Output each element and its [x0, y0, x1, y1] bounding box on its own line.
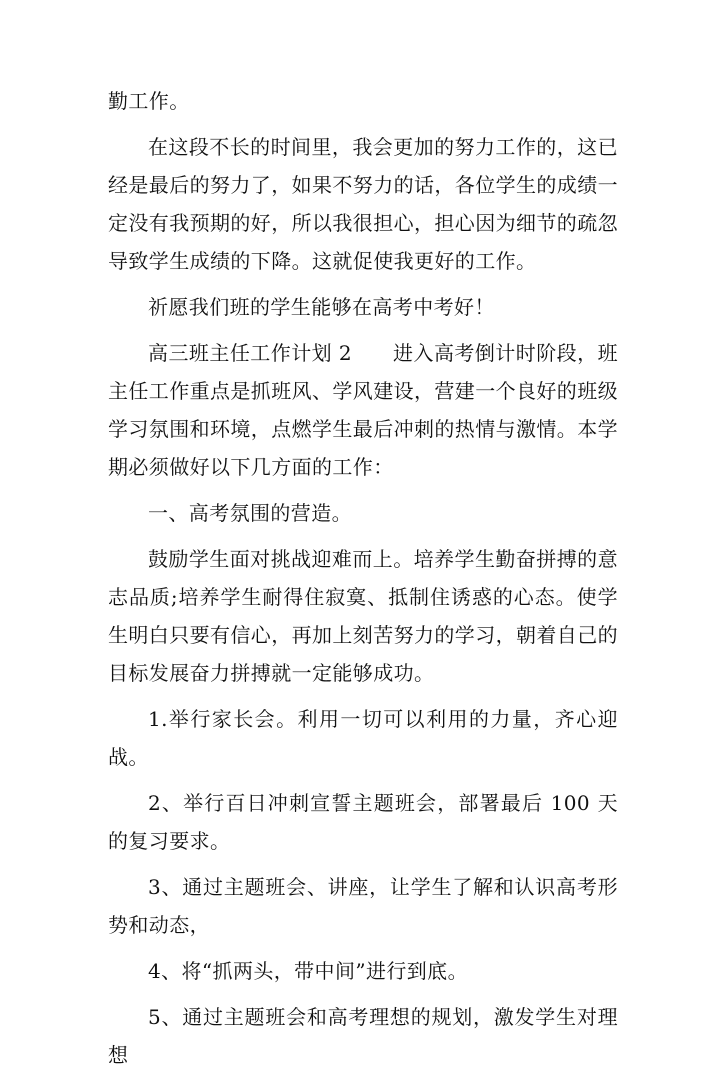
list-item-5: 5、通过主题班会和高考理想的规划，激发学生对理想	[108, 1005, 618, 1067]
list-item-4: 4、将“抓两头，带中间”进行到底。	[148, 959, 468, 983]
document-body	[108, 82, 618, 1082]
paragraph-wish: 祈愿我们班的学生能够在高考中考好！	[148, 295, 495, 319]
paragraph-effort: 在这段不长的时间里，我会更加的努力工作的，这已经是最后的努力了，如果不努力的话，各位学生的成绩一定没有我预期的好，所以我很担心，担心因为细节的疏忽导致学生成绩的下降。这就促使我更好的工作。	[108, 135, 618, 273]
section-heading-atmosphere: 一、高考氛围的营造。	[148, 501, 352, 525]
paragraph-plan-intro: 高三班主任工作计划 2 进入高考倒计时阶段，班主任工作重点是抓班风、学风建设，营建一个良好的班级学习氛围和环境，点燃学生最后冲刺的热情与激情。本学期必须做好以下几方面的工作：	[108, 341, 618, 479]
paragraph-encourage: 鼓励学生面对挑战迎难而上。培养学生勤奋拼搏的意志品质;培养学生耐得住寂寞、抵制住诱惑的心态。使学生明白只要有信心，再加上刻苦努力的学习，朝着自己的目标发展奋力拼搏就一定能够成功。	[108, 547, 618, 685]
list-item-1: 1.举行家长会。利用一切可以利用的力量，齐心迎战。	[108, 707, 618, 769]
paragraph-continuation: 勤工作。	[108, 89, 190, 113]
list-item-3: 3、通过主题班会、讲座，让学生了解和认识高考形势和动态，	[108, 875, 618, 937]
list-item-2: 2、举行百日冲刺宣誓主题班会，部署最后 100 天的复习要求。	[108, 791, 618, 853]
